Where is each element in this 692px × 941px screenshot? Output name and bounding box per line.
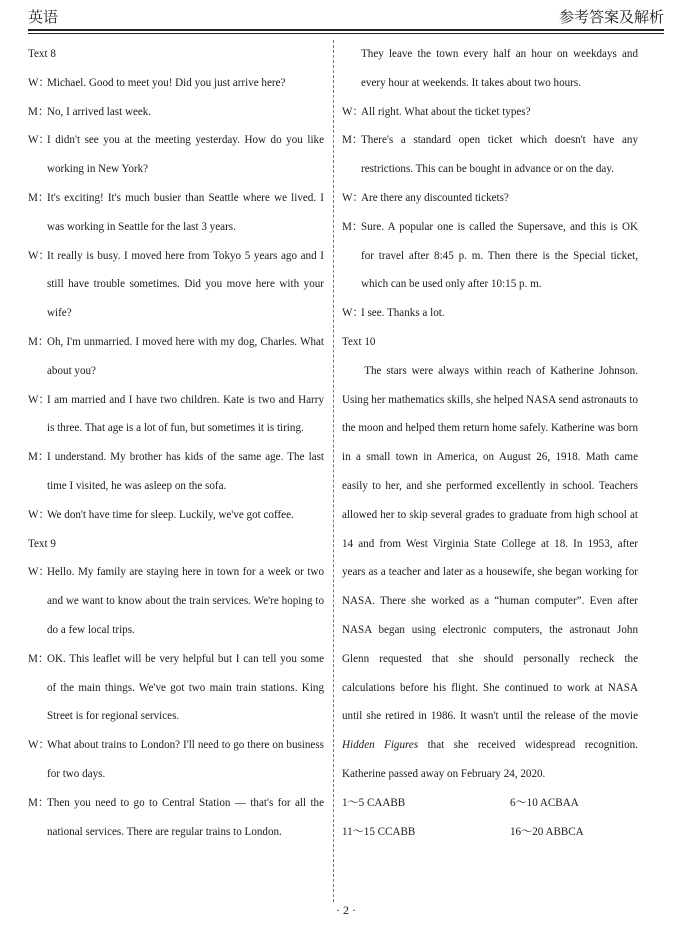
answer-row (342, 789, 638, 818)
dialogue-text: Are there any discounted tickets? (361, 191, 509, 204)
dialogue-text: It really is busy. I moved here from Tokyo 5 years ago and I still have trouble sometimes. Did you move here with your wife? (47, 249, 324, 320)
dialogue-turn (28, 184, 324, 242)
speaker-label: W： (28, 739, 50, 752)
speaker-label: W： (342, 307, 364, 320)
speaker-label: W： (28, 566, 50, 579)
dialogue-turn (28, 69, 324, 98)
speaker-label: W： (28, 508, 50, 521)
text8-dialogue (28, 69, 324, 530)
text10-para-before: The stars were always within reach of Katherine Johnson. Using her mathematics skills, she helped NASA send astronauts to the moon and helped them return home safely. Katherine was born in a small town in America, on August 26, 1918. Math came easily to her, and she performed excellently in school. Teachers allowed her to skip several grades to graduate from high school at 14 and from West Virginia State College at 18. In 1953, after years as a teacher and later as a housewife, she began working for NASA. There she worked as a “human computer”. Even after NASA began using electronic computers, the astronaut John Glenn requested that she should personally recheck the calculations before his flight. She continued to work at NASA until she retired in 1986. It wasn't until the release of the movie (342, 364, 638, 723)
dialogue-turn (28, 443, 324, 501)
text10-para-after: that she received widespread recognition. Katherine passed away on February 24, 2020. (342, 739, 639, 780)
text9-label: Text 9 (28, 537, 56, 550)
speaker-label: W： (28, 134, 50, 147)
header-rule-thin (28, 33, 664, 34)
section-title: 参考答案及解析 (558, 10, 664, 26)
speaker-label: W： (342, 105, 364, 118)
dialogue-text: OK. This leaflet will be very helpful but I can tell you some of the main things. We've got two main train stations. King Street is for regional services. (47, 652, 324, 723)
dialogue-text: Michael. Good to meet you! Did you just arrive here? (47, 76, 286, 89)
dialogue-turn (28, 328, 324, 386)
dialogue-turn (342, 98, 638, 127)
dialogue-text: We don't have time for sleep. Luckily, we've got coffee. (47, 508, 294, 521)
dialogue-text: I didn't see you at the meeting yesterday. How do you like working in New York? (47, 134, 324, 176)
right-column (342, 40, 638, 846)
dialogue-turn (28, 501, 324, 530)
dialogue-text: They leave the town every half an hour on weekdays and every hour at weekends. It takes about two hours. (361, 48, 638, 89)
answer-group: 6～10 ACBAA (510, 796, 579, 809)
speaker-label: M： (28, 191, 49, 204)
left-column (28, 40, 324, 846)
dialogue-text: It's exciting! It's much busier than Seattle where we lived. I was working in Seattle for the last 3 years. (47, 191, 324, 233)
dialogue-text: What about trains to London? I'll need to go there on business for two days. (47, 739, 324, 780)
answer-group: 1～5 CAABB (342, 796, 406, 809)
answer-group: 11～15 CCABB (342, 825, 416, 838)
text10-label: Text 10 (342, 335, 376, 348)
dialogue-turn (28, 386, 324, 444)
dialogue-text: Sure. A popular one is called the Supersave, and this is OK for travel after 8:45 p. m. Then there is the Special ticket, which can be used only after 10:15 p. m. (361, 220, 638, 291)
speaker-label: W： (28, 76, 50, 89)
speaker-label: M： (28, 105, 49, 118)
movie-title: Hidden Figures (342, 739, 419, 752)
page-number: · 2 · (336, 903, 356, 917)
dialogue-turn (28, 242, 324, 328)
dialogue-turn (28, 731, 324, 789)
text9-dialogue-part2 (342, 40, 638, 328)
answer-group: 16～20 ABBCA (510, 825, 584, 838)
text10-passage (342, 357, 638, 789)
dialogue-text: No, I arrived last week. (47, 105, 152, 118)
text8-label: Text 8 (28, 48, 56, 60)
speaker-label: W： (28, 393, 50, 406)
speaker-label: M： (342, 134, 363, 147)
column-divider (333, 40, 334, 902)
answer-key (342, 789, 638, 847)
answer-row (342, 818, 638, 847)
speaker-label: W： (28, 249, 50, 262)
header-rule-thick (28, 29, 664, 31)
speaker-label: M： (342, 220, 363, 233)
speaker-label: M： (28, 652, 49, 665)
dialogue-text: There's a standard open ticket which doesn't have any restrictions. This can be bought in advance or on the day. (361, 134, 638, 176)
dialogue-text: I am married and I have two children. Kate is two and Harry is three. That age is a lot of fun, but sometimes it is tiring. (47, 393, 324, 435)
dialogue-turn (342, 126, 638, 184)
dialogue-text: I understand. My brother has kids of the same age. The last time I visited, he was asleep on the sofa. (47, 451, 324, 492)
speaker-label: M： (28, 796, 49, 809)
dialogue-turn (28, 558, 324, 644)
speaker-label: M： (28, 335, 49, 348)
dialogue-turn (342, 213, 638, 299)
dialogue-turn (342, 184, 638, 213)
dialogue-turn (28, 789, 324, 847)
text9-dialogue-part1 (28, 558, 324, 846)
dialogue-text: Hello. My family are staying here in town for a week or two and we want to know about the train services. We're hoping to do a few local trips. (47, 566, 324, 636)
dialogue-text: Oh, I'm unmarried. I moved here with my dog, Charles. What about you? (47, 335, 324, 377)
dialogue-turn (28, 645, 324, 731)
dialogue-text: All right. What about the ticket types? (361, 105, 531, 118)
dialogue-turn-continued (342, 40, 638, 98)
dialogue-text: I see. Thanks a lot. (361, 307, 445, 320)
dialogue-turn (28, 98, 324, 127)
dialogue-text: Then you need to go to Central Station — that's for all the national services. There are regular trains to London. (47, 796, 324, 838)
dialogue-turn (342, 299, 638, 328)
dialogue-turn (28, 126, 324, 184)
speaker-label: W： (342, 191, 364, 204)
speaker-label: M： (28, 451, 49, 464)
subject-title: 英语 (28, 10, 59, 26)
